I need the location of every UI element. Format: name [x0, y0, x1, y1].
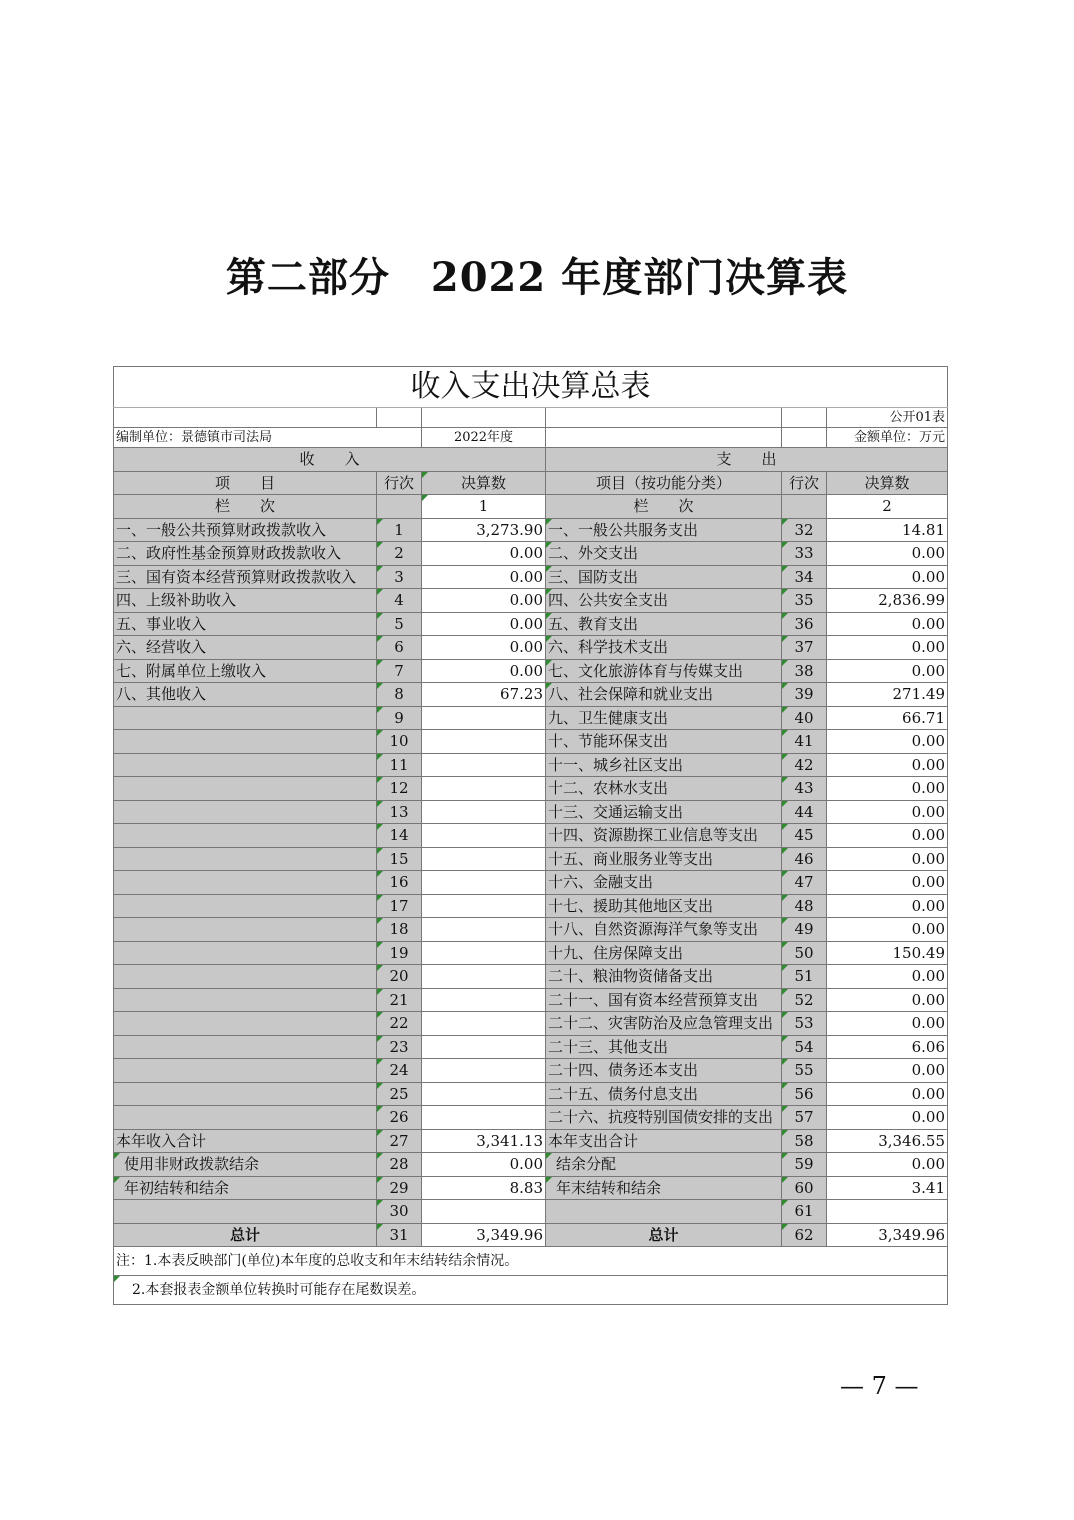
income-line-no: 28: [377, 1153, 422, 1177]
col-amount2: 决算数: [827, 471, 948, 495]
expense-amount: 0.00: [827, 1082, 948, 1106]
expense-amount: 66.71: [827, 706, 948, 730]
income-amount: 0.00: [422, 612, 546, 636]
expense-item: 本年支出合计: [546, 1129, 782, 1153]
income-line-no: 26: [377, 1106, 422, 1130]
table-row: [114, 824, 948, 848]
income-item: [114, 965, 377, 989]
table-row: [114, 1012, 948, 1036]
expense-amount: 0.00: [827, 1012, 948, 1036]
expense-item: 十五、商业服务业等支出: [546, 847, 782, 871]
income-item: [114, 871, 377, 895]
expense-amount: 3,349.96: [827, 1223, 948, 1247]
income-item: [114, 847, 377, 871]
income-item: 五、事业收入: [114, 612, 377, 636]
expense-item: 八、社会保障和就业支出: [546, 683, 782, 707]
table-row: [114, 1106, 948, 1130]
expense-amount: 0.00: [827, 1106, 948, 1130]
page-title: 第二部分 2022 年度部门决算表: [225, 254, 849, 301]
expense-header: 支 出: [546, 448, 948, 472]
expense-amount: 0.00: [827, 659, 948, 683]
expense-amount: 6.06: [827, 1035, 948, 1059]
expense-item: 十一、城乡社区支出: [546, 753, 782, 777]
table-row: [114, 988, 948, 1012]
income-amount: 3,341.13: [422, 1129, 546, 1153]
expense-line-no: 57: [782, 1106, 827, 1130]
table-row: [114, 518, 948, 542]
lanci-right-num: 2: [827, 495, 948, 519]
expense-item: 三、国防支出: [546, 565, 782, 589]
col-line: 行次: [377, 471, 422, 495]
table-row: [114, 659, 948, 683]
expense-amount: 150.49: [827, 941, 948, 965]
expense-item: 十、节能环保支出: [546, 730, 782, 754]
expense-item: 十九、住房保障支出: [546, 941, 782, 965]
income-line-no: 1: [377, 518, 422, 542]
income-line-no: 21: [377, 988, 422, 1012]
income-amount: 0.00: [422, 542, 546, 566]
income-amount: 3,273.90: [422, 518, 546, 542]
table-row: [114, 800, 948, 824]
expense-item: 二十六、抗疫特别国债安排的支出: [546, 1106, 782, 1130]
table-row: [114, 636, 948, 660]
expense-line-no: 56: [782, 1082, 827, 1106]
table-row: [114, 777, 948, 801]
income-item: 四、上级补助收入: [114, 589, 377, 613]
expense-line-no: 38: [782, 659, 827, 683]
income-amount: 0.00: [422, 565, 546, 589]
table-row: [114, 1059, 948, 1083]
income-item: [114, 988, 377, 1012]
income-line-no: 10: [377, 730, 422, 754]
income-amount: [422, 824, 546, 848]
expense-amount: 0.00: [827, 918, 948, 942]
expense-amount: 0.00: [827, 730, 948, 754]
table-row: [114, 1082, 948, 1106]
expense-amount: 0.00: [827, 965, 948, 989]
expense-item: 十三、交通运输支出: [546, 800, 782, 824]
expense-item: 二十三、其他支出: [546, 1035, 782, 1059]
income-item: [114, 730, 377, 754]
income-item: [114, 800, 377, 824]
expense-line-no: 39: [782, 683, 827, 707]
table-row: [114, 589, 948, 613]
expense-amount: 0.00: [827, 824, 948, 848]
expense-line-no: 46: [782, 847, 827, 871]
expense-amount: 0.00: [827, 800, 948, 824]
income-item: 二、政府性基金预算财政拨款收入: [114, 542, 377, 566]
income-item: [114, 1035, 377, 1059]
expense-line-no: 58: [782, 1129, 827, 1153]
income-line-no: 27: [377, 1129, 422, 1153]
page-number: — 7 —: [840, 1372, 919, 1400]
income-line-no: 14: [377, 824, 422, 848]
expense-line-no: 32: [782, 518, 827, 542]
income-amount: 8.83: [422, 1176, 546, 1200]
income-amount: [422, 1035, 546, 1059]
expense-amount: 0.00: [827, 612, 948, 636]
expense-line-no: 47: [782, 871, 827, 895]
income-line-no: 9: [377, 706, 422, 730]
income-amount: [422, 988, 546, 1012]
income-item: [114, 1200, 377, 1224]
income-line-no: 24: [377, 1059, 422, 1083]
income-line-no: 19: [377, 941, 422, 965]
income-item: [114, 824, 377, 848]
income-amount: [422, 918, 546, 942]
form-code: 公开01表: [827, 408, 948, 428]
income-line-no: 18: [377, 918, 422, 942]
col-amount: 决算数: [422, 471, 546, 495]
income-amount: 0.00: [422, 659, 546, 683]
income-amount: [422, 1200, 546, 1224]
income-item: 三、国有资本经营预算财政拨款收入: [114, 565, 377, 589]
income-header: 收 入: [114, 448, 546, 472]
income-line-no: 20: [377, 965, 422, 989]
expense-item: 二十二、灾害防治及应急管理支出: [546, 1012, 782, 1036]
income-line-no: 25: [377, 1082, 422, 1106]
income-line-no: 12: [377, 777, 422, 801]
expense-line-no: 61: [782, 1200, 827, 1224]
expense-item: 四、公共安全支出: [546, 589, 782, 613]
table-row: [114, 565, 948, 589]
expense-item: 九、卫生健康支出: [546, 706, 782, 730]
table-row: [114, 918, 948, 942]
table-row: [114, 1200, 948, 1224]
table-row: [114, 1223, 948, 1247]
expense-line-no: 60: [782, 1176, 827, 1200]
expense-amount: 0.00: [827, 871, 948, 895]
expense-amount: 0.00: [827, 565, 948, 589]
year-label: 2022年度: [422, 428, 546, 448]
table-row: [114, 1129, 948, 1153]
lanci-left: 栏 次: [114, 495, 377, 519]
expense-amount: 2,836.99: [827, 589, 948, 613]
income-item: 七、附属单位上缴收入: [114, 659, 377, 683]
income-line-no: 22: [377, 1012, 422, 1036]
income-amount: 0.00: [422, 636, 546, 660]
table-row: [114, 847, 948, 871]
income-expense-table: [113, 366, 948, 1305]
expense-item: 二十四、债务还本支出: [546, 1059, 782, 1083]
expense-item: 年末结转和结余: [546, 1176, 782, 1200]
income-line-no: 2: [377, 542, 422, 566]
expense-item: 十七、援助其他地区支出: [546, 894, 782, 918]
income-line-no: 15: [377, 847, 422, 871]
expense-amount: 0.00: [827, 753, 948, 777]
expense-amount: 0.00: [827, 847, 948, 871]
expense-item: 十八、自然资源海洋气象等支出: [546, 918, 782, 942]
table-row: [114, 542, 948, 566]
expense-amount: 3,346.55: [827, 1129, 948, 1153]
expense-line-no: 55: [782, 1059, 827, 1083]
expense-item: 十六、金融支出: [546, 871, 782, 895]
expense-amount: 0.00: [827, 894, 948, 918]
expense-item: [546, 1200, 782, 1224]
income-amount: [422, 730, 546, 754]
income-line-no: 13: [377, 800, 422, 824]
income-item: 一、一般公共预算财政拨款收入: [114, 518, 377, 542]
expense-amount: 14.81: [827, 518, 948, 542]
expense-line-no: 50: [782, 941, 827, 965]
income-amount: 0.00: [422, 1153, 546, 1177]
expense-item: 二十一、国有资本经营预算支出: [546, 988, 782, 1012]
table-row: [114, 706, 948, 730]
unit-label: 编制单位：景德镇市司法局: [114, 428, 422, 448]
income-amount: [422, 894, 546, 918]
income-amount: [422, 1012, 546, 1036]
col-line2: 行次: [782, 471, 827, 495]
expense-amount: 0.00: [827, 636, 948, 660]
expense-item: 七、文化旅游体育与传媒支出: [546, 659, 782, 683]
income-line-no: 30: [377, 1200, 422, 1224]
income-item: 使用非财政拨款结余: [114, 1153, 377, 1177]
income-amount: 0.00: [422, 589, 546, 613]
expense-item: 结余分配: [546, 1153, 782, 1177]
expense-item: 二十、粮油物资储备支出: [546, 965, 782, 989]
expense-line-no: 51: [782, 965, 827, 989]
income-item: [114, 1082, 377, 1106]
income-item: [114, 777, 377, 801]
expense-amount: 0.00: [827, 988, 948, 1012]
income-item: [114, 1012, 377, 1036]
income-item: 年初结转和结余: [114, 1176, 377, 1200]
income-item: [114, 1106, 377, 1130]
expense-amount: [827, 1200, 948, 1224]
income-amount: [422, 965, 546, 989]
income-amount: [422, 871, 546, 895]
table-row: [114, 753, 948, 777]
table-row: [114, 1035, 948, 1059]
expense-line-no: 37: [782, 636, 827, 660]
income-line-no: 11: [377, 753, 422, 777]
amount-unit: 金额单位：万元: [827, 428, 948, 448]
expense-amount: 271.49: [827, 683, 948, 707]
income-item: [114, 1059, 377, 1083]
expense-item: 五、教育支出: [546, 612, 782, 636]
expense-line-no: 42: [782, 753, 827, 777]
income-amount: [422, 847, 546, 871]
table-row: [114, 612, 948, 636]
expense-item: 六、科学技术支出: [546, 636, 782, 660]
table-row: [114, 894, 948, 918]
income-amount: [422, 941, 546, 965]
income-amount: [422, 1106, 546, 1130]
income-item: 六、经营收入: [114, 636, 377, 660]
table-row: [114, 1176, 948, 1200]
income-line-no: 7: [377, 659, 422, 683]
expense-line-no: 44: [782, 800, 827, 824]
income-amount: 3,349.96: [422, 1223, 546, 1247]
expense-line-no: 54: [782, 1035, 827, 1059]
income-line-no: 31: [377, 1223, 422, 1247]
table-row: [114, 871, 948, 895]
table-row: [114, 941, 948, 965]
expense-line-no: 40: [782, 706, 827, 730]
expense-line-no: 45: [782, 824, 827, 848]
lanci-left-num: 1: [422, 495, 546, 519]
income-item: 八、其他收入: [114, 683, 377, 707]
income-amount: 67.23: [422, 683, 546, 707]
income-line-no: 6: [377, 636, 422, 660]
income-item: 本年收入合计: [114, 1129, 377, 1153]
expense-amount: 0.00: [827, 1059, 948, 1083]
expense-item: 总计: [546, 1223, 782, 1247]
expense-line-no: 48: [782, 894, 827, 918]
income-amount: [422, 777, 546, 801]
expense-line-no: 49: [782, 918, 827, 942]
income-item: [114, 706, 377, 730]
income-line-no: 4: [377, 589, 422, 613]
income-line-no: 5: [377, 612, 422, 636]
note-2: 2.本套报表金额单位转换时可能存在尾数误差。: [114, 1276, 948, 1305]
expense-line-no: 33: [782, 542, 827, 566]
col-item-func: 项目（按功能分类）: [546, 471, 782, 495]
income-item: [114, 894, 377, 918]
income-amount: [422, 1082, 546, 1106]
income-line-no: 3: [377, 565, 422, 589]
expense-line-no: 52: [782, 988, 827, 1012]
expense-line-no: 43: [782, 777, 827, 801]
expense-line-no: 41: [782, 730, 827, 754]
expense-line-no: 35: [782, 589, 827, 613]
income-line-no: 16: [377, 871, 422, 895]
expense-line-no: 53: [782, 1012, 827, 1036]
table-row: [114, 965, 948, 989]
expense-item: 二、外交支出: [546, 542, 782, 566]
expense-line-no: 62: [782, 1223, 827, 1247]
income-line-no: 17: [377, 894, 422, 918]
income-item: [114, 941, 377, 965]
expense-item: 十四、资源勘探工业信息等支出: [546, 824, 782, 848]
income-line-no: 8: [377, 683, 422, 707]
expense-item: 一、一般公共服务支出: [546, 518, 782, 542]
expense-line-no: 36: [782, 612, 827, 636]
col-item: 项 目: [114, 471, 377, 495]
income-item: 总计: [114, 1223, 377, 1247]
income-amount: [422, 800, 546, 824]
income-amount: [422, 706, 546, 730]
budget-summary-sheet: [113, 366, 948, 1305]
lanci-right: 栏 次: [546, 495, 782, 519]
table-title: 收入支出决算总表: [114, 367, 948, 408]
expense-item: 二十五、债务付息支出: [546, 1082, 782, 1106]
expense-amount: 3.41: [827, 1176, 948, 1200]
income-amount: [422, 1059, 546, 1083]
income-amount: [422, 753, 546, 777]
expense-item: 十二、农林水支出: [546, 777, 782, 801]
table-row: [114, 683, 948, 707]
income-item: [114, 918, 377, 942]
table-row: [114, 730, 948, 754]
income-line-no: 23: [377, 1035, 422, 1059]
table-row: [114, 1153, 948, 1177]
expense-amount: 0.00: [827, 1153, 948, 1177]
income-item: [114, 753, 377, 777]
note-1: 注：1.本表反映部门(单位)本年度的总收支和年末结转结余情况。: [114, 1247, 948, 1276]
expense-line-no: 34: [782, 565, 827, 589]
income-line-no: 29: [377, 1176, 422, 1200]
expense-amount: 0.00: [827, 777, 948, 801]
expense-line-no: 59: [782, 1153, 827, 1177]
expense-amount: 0.00: [827, 542, 948, 566]
